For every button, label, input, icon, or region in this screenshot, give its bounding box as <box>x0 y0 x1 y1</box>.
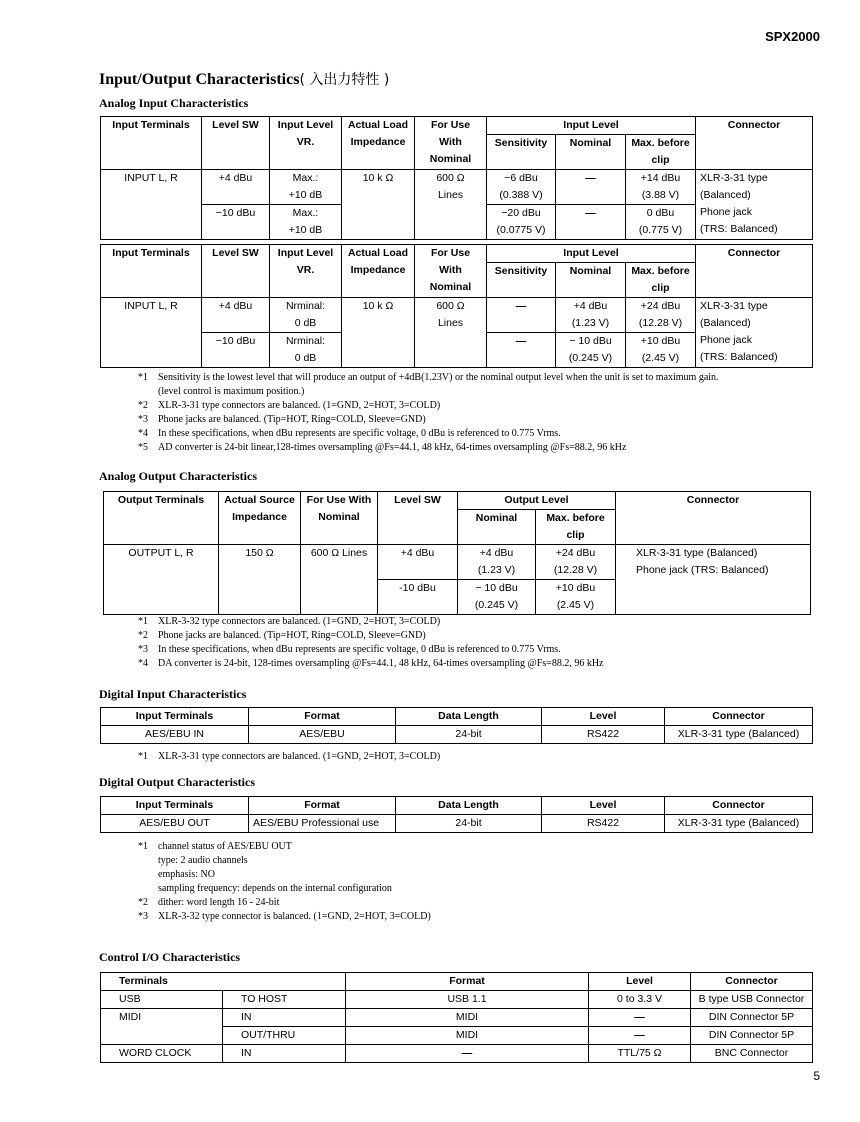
model-name: SPX2000 <box>765 29 820 44</box>
control-io-heading: Control I/O Characteristics <box>99 950 241 964</box>
digital-output-table: Input Terminals Format Data Length Level Connector AES/EBU OUT AES/EBU Professional use 24-bit RS422 XLR-3-31 type (Balanced) <box>100 796 813 833</box>
analog-output-table: Output Terminals Actual Source Impedance For Use With Nominal Level SW Output Level Connector Nominal Max. before clip OUTPUT L, R 150 Ω 600 Ω Lines +4 dBu +4 dBu (1.23 V) +24 dBu (12.28 V) XLR-3-31 type (Balanced) Phone jack (TRS: Balanced) -10 dBu − 10 dBu (0.245 V) +10 dBu (2.45 V) <box>103 491 811 615</box>
analog-input-heading: Analog Input Characteristics <box>99 96 249 110</box>
digital-input-heading: Digital Input Characteristics <box>99 687 247 701</box>
analog-input-notes: *1 Sensitivity is the lowest level that will produce an output of +4dB(1.23V) or the nominal output level when the unit is set to maximum gain. (level control is maximum position.) *2 XLR-3-31 type connectors are balanced. (1=GND, 2=HOT, 3=COLD) *3 Phone jacks are balanced. (Tip=HOT, Ring=COLD, Sleeve=GND) *4 In these specifications, when dBu represents are specific voltage, 0 dBu is referenced to 0.775 Vrms. *5 AD converter is 24-bit linear,128-times oversampling @Fs=44.1, 48 kHz, 64-times oversampling @Fs=88.2, 96 kHz <box>138 372 719 453</box>
digital-output-heading: Digital Output Characteristics <box>99 775 255 789</box>
control-io-table: Terminals Format Level Connector USB TO HOST USB 1.1 0 to 3.3 V B type USB Connector MIDI IN MIDI — DIN Connector 5P OUT/THRU MIDI — DIN Connector 5P WORD CLOCK IN — TTL/75 Ω BNC Connector <box>100 972 813 1063</box>
analog-output-notes: *1 XLR-3-32 type connectors are balanced. (1=GND, 2=HOT, 3=COLD) *2 Phone jacks are balanced. (Tip=HOT, Ring=COLD, Sleeve=GND) *3 In these specifications, when dBu represents are specific voltage, 0 dBu is referenced to 0.775 Vrms. *4 DA converter is 24-bit, 128-times oversampling @Fs=44.1, 48 kHz, 64-times oversampling @Fs=88.2, 96 kHz <box>138 616 604 669</box>
page-title-jp: ( 入出力特性 ) <box>299 72 390 88</box>
analog-output-heading: Analog Output Characteristics <box>99 469 257 483</box>
analog-input-table-1: Input Terminals Level SW Input Level VR. Actual Load Impedance For Use With Nominal Input Level Connector Sensitivity Nominal Max. before clip INPUT L, R +4 dBu Max.: +10 dB 10 k Ω 600 Ω Lines −6 dBu (0.388 V) — +14 dBu (3.88 V) XLR-3-31 type (Balanced) Phone jack (TRS: Balanced) −10 dBu Max.: +10 dB −20 dBu (0.0775 V) — 0 dBu (0.775 V) <box>100 116 813 240</box>
page-number: 5 <box>813 1069 820 1083</box>
digital-input-notes: *1 XLR-3-31 type connectors are balanced. (1=GND, 2=HOT, 3=COLD) <box>138 751 441 762</box>
digital-output-notes: *1 channel status of AES/EBU OUT type: 2 audio channels emphasis: NO sampling frequency: depends on the internal configuration *2 dither: word length 16 - 24-bit *3 XLR-3-32 type connector is balanced. (1=GND, 2=HOT, 3=COLD) <box>138 841 431 922</box>
digital-input-table: Input Terminals Format Data Length Level Connector AES/EBU IN AES/EBU 24-bit RS422 XLR-3-31 type (Balanced) <box>100 707 813 744</box>
page-title: Input/Output Characteristics( 入出力特性 ) <box>99 71 390 88</box>
analog-input-table-2: Input Terminals Level SW Input Level VR. Actual Load Impedance For Use With Nominal Input Level Connector Sensitivity Nominal Max. before clip INPUT L, R +4 dBu Nrminal: 0 dB 10 k Ω 600 Ω Lines — +4 dBu (1.23 V) +24 dBu (12.28 V) XLR-3-31 type (Balanced) Phone jack (TRS: Balanced) −10 dBu Nrminal: 0 dB — − 10 dBu (0.245 V) +10 dBu (2.45 V) <box>100 244 813 368</box>
